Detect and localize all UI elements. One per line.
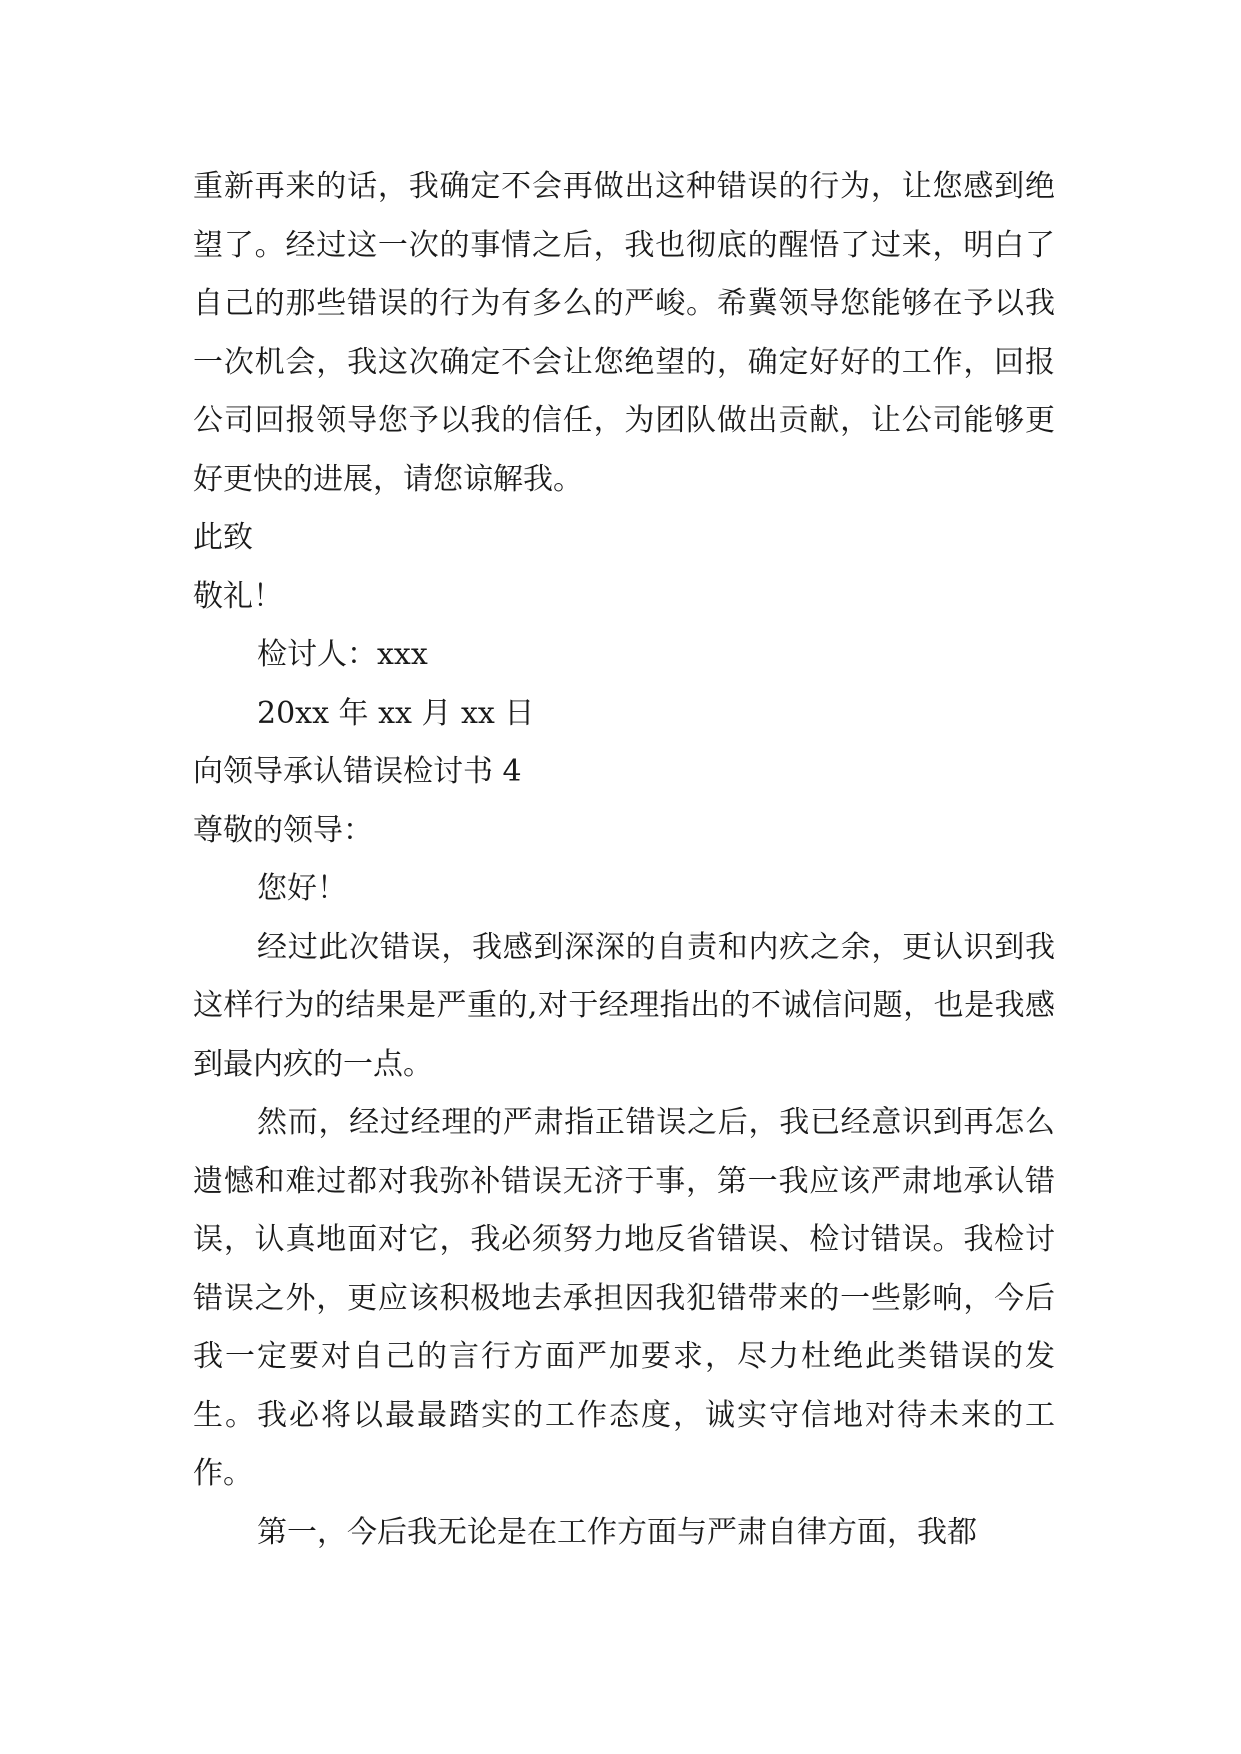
greeting-line: 您好！ [257, 871, 347, 906]
greeting-recipient: 尊敬的领导： [193, 812, 373, 848]
paragraph-3: 第一，今后我无论是在工作方面与严肃自律方面，我都 [257, 1514, 977, 1550]
paragraph-1: 经过此次错误，我感到深深的自责和内疚之余，更认识到我这样行为的结果是严重的,对于经理指出的不诚信问题，也是我感到最内疚的一点。 [193, 929, 1055, 1082]
closing-line: 此致 [193, 520, 253, 555]
paragraph-continuation: 重新再来的话，我确定不会再做出这种错误的行为，让您感到绝望了。经过这一次的事情之后，我也彻底的醒悟了过来，明白了自己的那些错误的行为有多么的严峻。希冀领导您能够在予以我一次机会，我这次确定不会让您绝望的，确定好好的工作，回报公司回报领导您予以我的信任，为团队做出贡献，让公司能够更好更快的进展，请您谅解我。 [193, 169, 1055, 497]
date-line: 20xx 年 xx 月 xx 日 [257, 695, 535, 731]
section-title: 向领导承认错误检讨书 4 [193, 754, 522, 789]
signer-line: 检讨人：xxx [257, 637, 428, 672]
paragraph-2: 然而，经过经理的严肃指正错误之后，我已经意识到再怎么遗憾和难过都对我弥补错误无济于事，第一我应该严肃地承认错误，认真地面对它，我必须努力地反省错误、检讨错误。我检讨错误之外，更应该积极地去承担因我犯错带来的一些影响，今后我一定要对自己的言行方面严加要求，尽力杜绝此类错误的发生。我必将以最最踏实的工作态度，诚实守信地对待未来的工作。 [193, 1105, 1055, 1491]
document-body [193, 158, 1055, 1562]
salutation-line: 敬礼！ [193, 578, 283, 614]
